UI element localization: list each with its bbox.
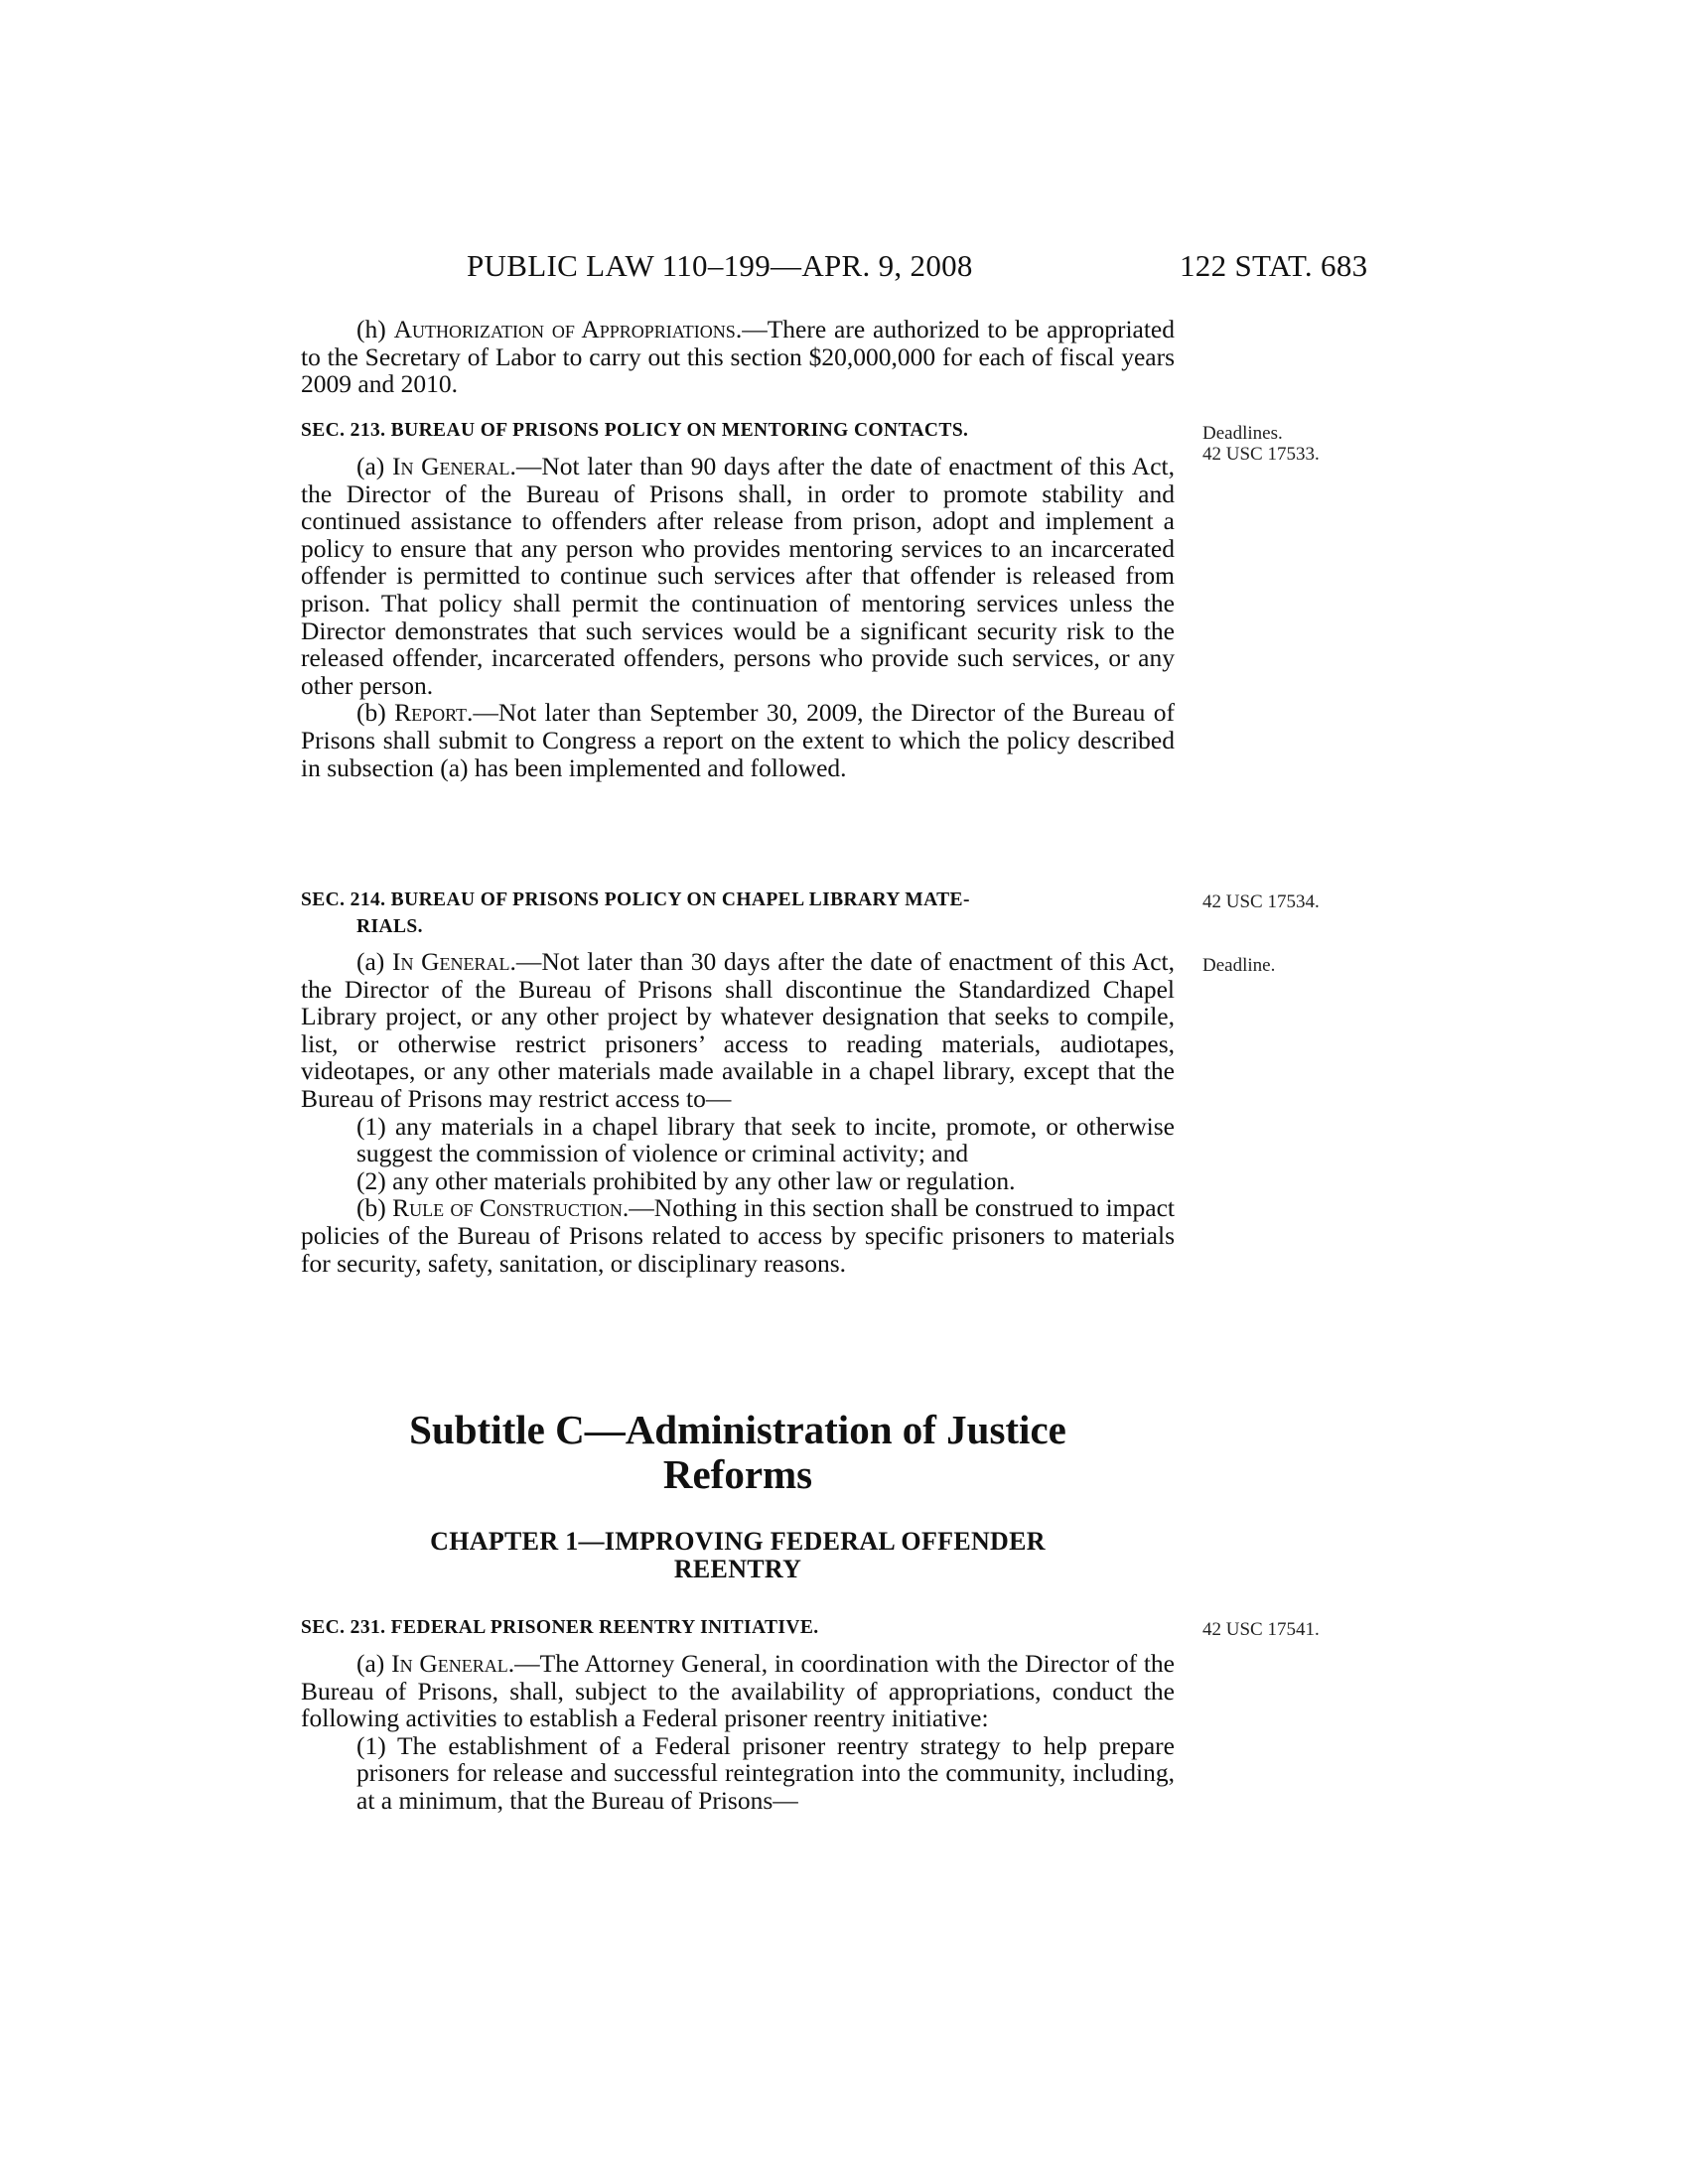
paragraph-text: .—The Attorney General, in coordination with the Director of the Bureau of Prisons, shall, subject to the availability of appropriations, conduct the following activities to establish a Federal prisoner reentry initiative:: [301, 1649, 1175, 1733]
paragraph-text: .—There are authorized to be appropriated to the Secretary of Labor to carry out this section $20,000,000 for each of fiscal years 2009 and 2010.: [301, 315, 1176, 399]
subtitle-line: Reforms: [662, 1451, 813, 1497]
paragraph-text: .—Not later than 30 days after the date of enactment of this Act, the Director of the Bureau of Prisons shall discontinue the Standardized Chapel Library project, or any other project by whatever designation that seeks to compile, list, or otherwise restrict prisoners’ access to reading materials, audiotapes, videotapes, or any other materials made available in a chapel library, except that the Bureau of Prisons may restrict access to—: [301, 947, 1175, 1113]
chapter-heading: [301, 1528, 1175, 1583]
paragraph-text: .—Not later than 90 days after the date of enactment of this Act, the Director of the Bureau of Prisons shall, in order to promote stability and continued assistance to offenders after release from prison, adopt and implement a policy to ensure that any person who provides mentoring services to an incarcerated offender is permitted to continue such services after that offender is released from prison. That policy shall permit the continuation of mentoring services unless the Director demonstrates that such services would be a significant security risk to the released offender, incarcerated offenders, persons who provide such services, or any other person.: [301, 452, 1175, 700]
paragraph-heading: Report: [394, 698, 468, 728]
running-header-title: PUBLIC LAW 110–199—APR. 9, 2008: [467, 248, 973, 283]
section-231-body: [301, 1650, 1175, 1815]
section-heading-line: RIALS.: [356, 916, 423, 937]
paragraph-lead: (b): [356, 698, 395, 728]
subtitle-heading: [301, 1408, 1175, 1497]
paragraph-lead: (a): [356, 1649, 392, 1678]
subtitle-line: Subtitle C—Administration of Justice: [409, 1407, 1066, 1452]
paragraph-213-b: [301, 699, 1175, 781]
list-item-214-1: (1) any materials in a chapel library that seek to incite, promote, or otherwise suggest the commission of violence or criminal activity; and: [356, 1111, 1175, 1168]
paragraph-213-a: [301, 453, 1175, 699]
section-heading-line: SEC. 214. BUREAU OF PRISONS POLICY ON CHAPEL LIBRARY MATE-: [301, 889, 970, 910]
paragraph-lead: (b): [356, 1193, 393, 1223]
margin-note-deadlines: Deadlines.: [1202, 423, 1283, 444]
section-214-body: [301, 948, 1175, 1277]
paragraph-heading: Rule of Construction: [392, 1193, 623, 1223]
chapter-line: CHAPTER 1—IMPROVING FEDERAL OFFENDER: [430, 1527, 1046, 1556]
margin-note-usc-17534: 42 USC 17534.: [1202, 891, 1320, 912]
section-214-heading: [301, 887, 1175, 940]
section-231-heading: SEC. 231. FEDERAL PRISONER REENTRY INITIATIVE.: [301, 1617, 819, 1638]
paragraph-231-a: [301, 1650, 1175, 1732]
paragraph-lead: (a): [356, 452, 392, 480]
margin-note-usc-17541: 42 USC 17541.: [1202, 1619, 1320, 1640]
paragraph-lead: (a): [356, 947, 392, 976]
paragraph-text: .—Nothing in this section shall be construed to impact policies of the Bureau of Prisons related to access by specific prisoners to materials for security, safety, sanitation, or disciplinary reasons.: [301, 1193, 1175, 1278]
paragraph-heading: In General: [391, 947, 510, 976]
subsection-h-block: [301, 316, 1175, 398]
paragraph-214-b: [301, 1194, 1175, 1277]
list-item-231-1: (1) The establishment of a Federal prisoner reentry strategy to help prepare prisoners for release and successful reintegration into the community, including, at a minimum, that the Bureau of Prisons—: [356, 1730, 1175, 1815]
chapter-line: REENTRY: [673, 1555, 802, 1583]
list-item-214-2: (2) any other materials prohibited by any other law or regulation.: [356, 1165, 1016, 1195]
margin-note-usc-17533: 42 USC 17533.: [1202, 444, 1320, 465]
paragraph-heading: In General: [391, 452, 510, 480]
paragraph-heading: In General: [391, 1649, 508, 1678]
page-stat-number: 122 STAT. 683: [1180, 248, 1368, 283]
paragraph-214-a: [301, 948, 1175, 1113]
paragraph-lead: (h): [356, 315, 394, 343]
section-213-heading: SEC. 213. BUREAU OF PRISONS POLICY ON MENTORING CONTACTS.: [301, 420, 969, 441]
margin-note-deadline: Deadline.: [1202, 955, 1276, 976]
paragraph-h: [301, 316, 1175, 398]
paragraph-heading: Authorization of Appropriations: [393, 315, 736, 343]
paragraph-text: .—Not later than September 30, 2009, the Director of the Bureau of Prisons shall submit to Congress a report on the extent to which the policy described in subsection (a) has been implemented and followed.: [301, 698, 1175, 782]
section-213-body: [301, 453, 1175, 781]
